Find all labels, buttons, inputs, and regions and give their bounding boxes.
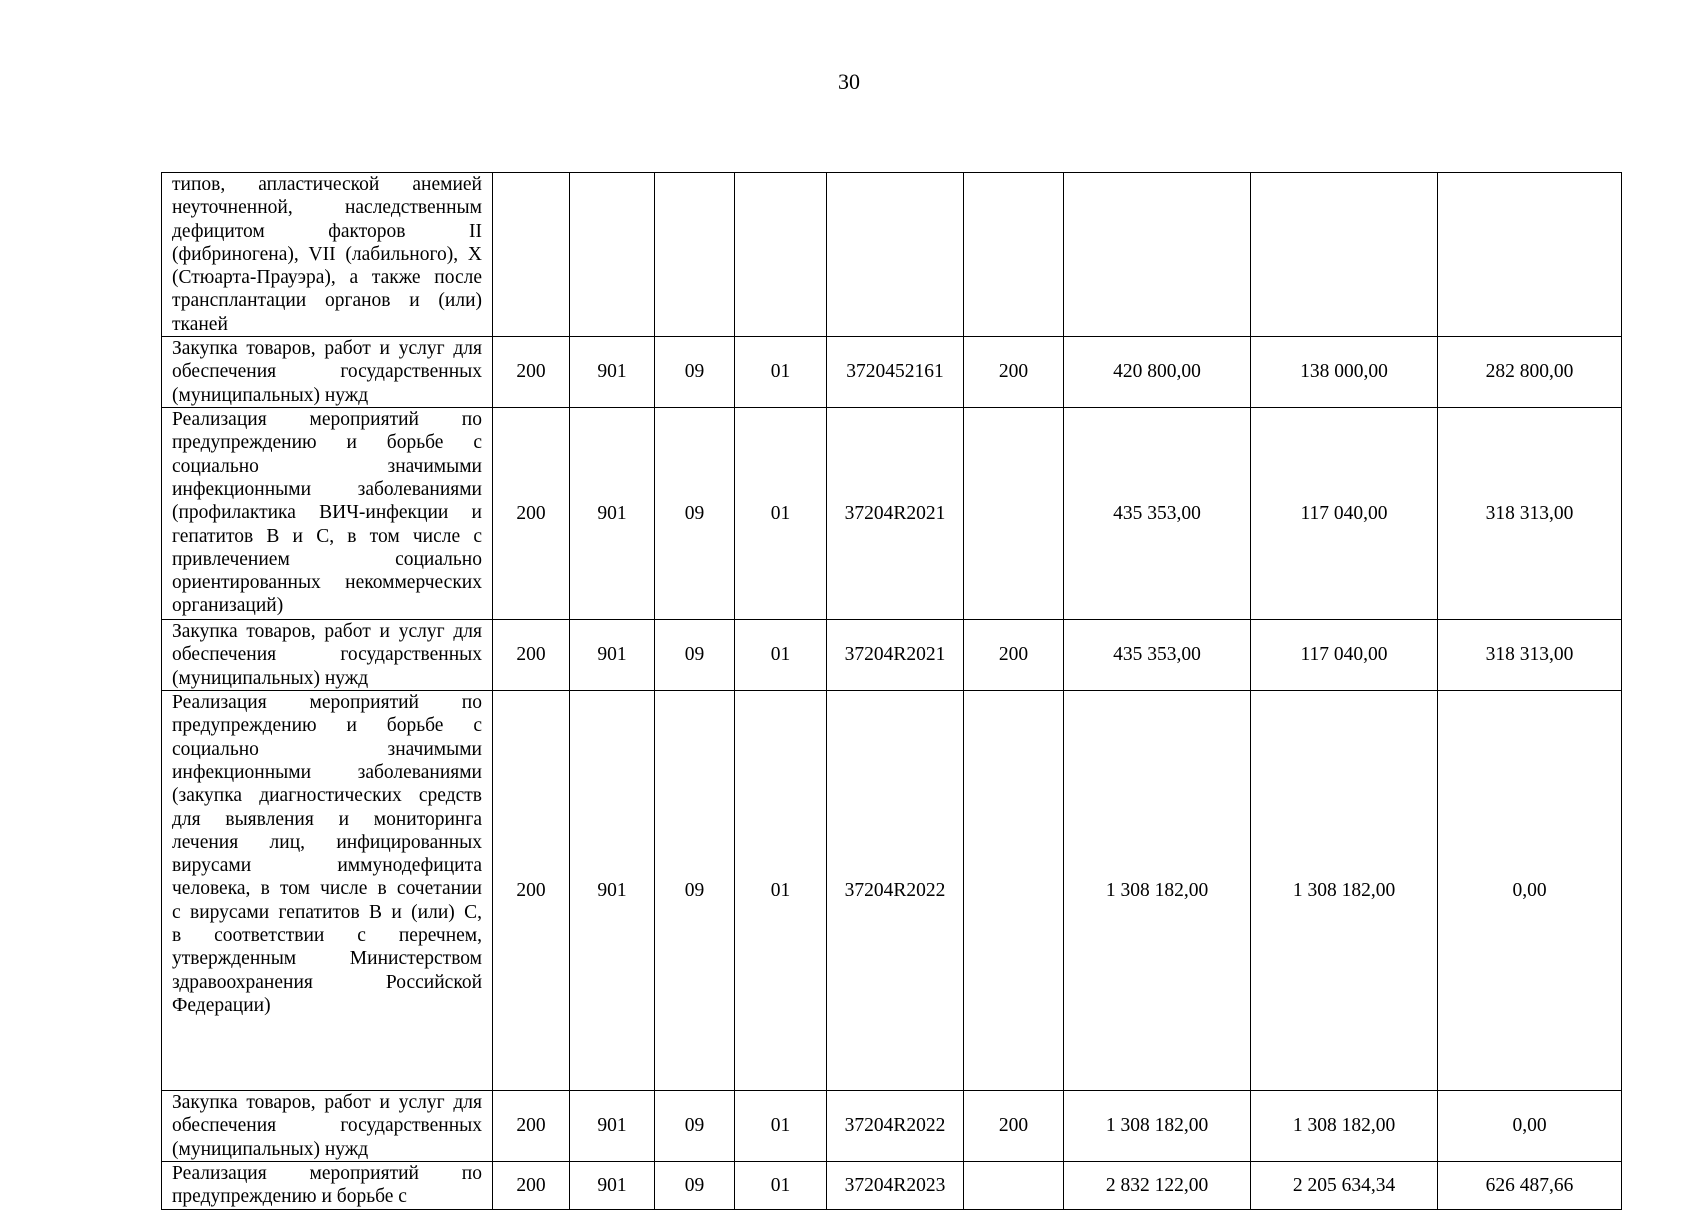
description-line: Федерации)	[172, 994, 271, 1016]
table-row	[162, 1091, 1622, 1162]
description-line: организаций)	[172, 595, 284, 617]
description-line: Закупка товаров, работ и услуг для	[172, 621, 482, 643]
amount-executed-cell: 2 205 634,34	[1251, 1162, 1438, 1210]
table-row	[162, 408, 1622, 620]
description-line: лечения лиц, инфицированных	[172, 831, 482, 853]
row-description	[162, 691, 493, 1091]
amount-planned-cell: 435 353,00	[1064, 620, 1251, 691]
expense-type-cell	[964, 691, 1064, 1091]
description-line: инфекционными заболеваниями	[172, 478, 482, 500]
section-code-cell: 200	[493, 691, 570, 1091]
description-line: вирусами иммунодефицита	[172, 855, 482, 877]
description-line: (Стюарта-Прауэра), а также после	[172, 267, 482, 289]
table-row	[162, 337, 1622, 408]
description-line: предупреждению и борьбе с	[172, 1186, 407, 1208]
description-line: (муниципальных) нужд	[172, 667, 369, 689]
subsection-code-cell: 01	[735, 337, 827, 408]
target-article-cell: 3720452161	[827, 337, 964, 408]
amount-executed-cell: 117 040,00	[1251, 620, 1438, 691]
chapter-code-cell: 09	[655, 1162, 735, 1210]
description-line: социально значимыми	[172, 455, 482, 477]
expense-type-cell: 200	[964, 620, 1064, 691]
description-line: (закупка диагностических средств	[172, 785, 482, 807]
amount-remaining-cell: 282 800,00	[1438, 337, 1622, 408]
description-line: здравоохранения Российской	[172, 971, 482, 993]
ministry-code-cell: 901	[570, 408, 655, 620]
chapter-code-cell: 09	[655, 408, 735, 620]
budget-table	[161, 172, 1622, 1210]
description-line: Закупка товаров, работ и услуг для	[172, 338, 482, 360]
row-description	[162, 1162, 493, 1210]
description-line: предупреждению и борьбе с	[172, 715, 482, 737]
description-line: (муниципальных) нужд	[172, 1138, 369, 1160]
description-line: трансплантации органов и (или)	[172, 290, 482, 312]
target-article-cell: 37204R2022	[827, 1091, 964, 1162]
description-line: тканей	[172, 313, 228, 335]
ministry-code-cell: 901	[570, 691, 655, 1091]
description-line: для выявления и мониторинга	[172, 808, 482, 830]
amount-remaining-cell: 0,00	[1438, 1091, 1622, 1162]
description-line: обеспечения государственных	[172, 361, 482, 383]
expense-type-cell	[964, 173, 1064, 337]
description-line: ориентированных некоммерческих	[172, 572, 482, 594]
description-line: утвержденным Министерством	[172, 948, 482, 970]
expense-type-cell: 200	[964, 1091, 1064, 1162]
expense-type-cell	[964, 408, 1064, 620]
description-line: обеспечения государственных	[172, 644, 482, 666]
chapter-code-cell: 09	[655, 1091, 735, 1162]
row-description	[162, 620, 493, 691]
ministry-code-cell	[570, 173, 655, 337]
table-row	[162, 691, 1622, 1091]
subsection-code-cell: 01	[735, 620, 827, 691]
subsection-code-cell: 01	[735, 1162, 827, 1210]
subsection-code-cell	[735, 173, 827, 337]
amount-executed-cell: 1 308 182,00	[1251, 1091, 1438, 1162]
row-description	[162, 408, 493, 620]
table-row	[162, 1162, 1622, 1210]
table-row	[162, 620, 1622, 691]
description-line: (фибриногена), VII (лабильного), X	[172, 243, 482, 265]
subsection-code-cell: 01	[735, 1091, 827, 1162]
chapter-code-cell	[655, 173, 735, 337]
amount-remaining-cell: 626 487,66	[1438, 1162, 1622, 1210]
expense-type-cell: 200	[964, 337, 1064, 408]
subsection-code-cell: 01	[735, 691, 827, 1091]
amount-executed-cell	[1251, 173, 1438, 337]
table-row	[162, 173, 1622, 337]
description-line: привлечением социально	[172, 548, 482, 570]
row-description	[162, 1091, 493, 1162]
amount-remaining-cell	[1438, 173, 1622, 337]
amount-remaining-cell: 318 313,00	[1438, 408, 1622, 620]
amount-planned-cell: 435 353,00	[1064, 408, 1251, 620]
amount-planned-cell: 1 308 182,00	[1064, 1091, 1251, 1162]
target-article-cell: 37204R2021	[827, 620, 964, 691]
description-line: неуточненной, наследственным	[172, 197, 482, 219]
amount-planned-cell	[1064, 173, 1251, 337]
description-line: обеспечения государственных	[172, 1115, 482, 1137]
description-line: с вирусами гепатитов B и (или) C,	[172, 901, 482, 923]
description-line: инфекционными заболеваниями	[172, 761, 482, 783]
description-line: типов, апластической анемией	[172, 174, 482, 195]
description-line: человека, в том числе в сочетании	[172, 878, 482, 900]
description-line: Закупка товаров, работ и услуг для	[172, 1092, 482, 1114]
description-line: в соответствии с перечнем,	[172, 925, 482, 947]
description-line: (профилактика ВИЧ-инфекции и	[172, 502, 482, 524]
ministry-code-cell: 901	[570, 337, 655, 408]
description-line: (муниципальных) нужд	[172, 384, 369, 406]
chapter-code-cell: 09	[655, 691, 735, 1091]
section-code-cell: 200	[493, 1162, 570, 1210]
expense-type-cell	[964, 1162, 1064, 1210]
target-article-cell: 37204R2022	[827, 691, 964, 1091]
target-article-cell	[827, 173, 964, 337]
description-line: предупреждению и борьбе с	[172, 432, 482, 454]
amount-executed-cell: 1 308 182,00	[1251, 691, 1438, 1091]
ministry-code-cell: 901	[570, 1162, 655, 1210]
amount-planned-cell: 2 832 122,00	[1064, 1162, 1251, 1210]
amount-executed-cell: 117 040,00	[1251, 408, 1438, 620]
target-article-cell: 37204R2021	[827, 408, 964, 620]
description-line: дефицитом факторов II	[172, 220, 482, 242]
description-line: гепатитов B и C, в том числе с	[172, 525, 482, 547]
chapter-code-cell: 09	[655, 620, 735, 691]
description-line: Реализация мероприятий по	[172, 692, 482, 714]
target-article-cell: 37204R2023	[827, 1162, 964, 1210]
section-code-cell	[493, 173, 570, 337]
section-code-cell: 200	[493, 620, 570, 691]
ministry-code-cell: 901	[570, 620, 655, 691]
amount-planned-cell: 1 308 182,00	[1064, 691, 1251, 1091]
page-number: 30	[838, 69, 860, 94]
table-body	[162, 173, 1622, 1210]
description-line: социально значимыми	[172, 738, 482, 760]
row-description	[162, 337, 493, 408]
amount-remaining-cell: 0,00	[1438, 691, 1622, 1091]
row-description	[162, 173, 493, 337]
section-code-cell: 200	[493, 337, 570, 408]
section-code-cell: 200	[493, 408, 570, 620]
subsection-code-cell: 01	[735, 408, 827, 620]
amount-executed-cell: 138 000,00	[1251, 337, 1438, 408]
description-line: Реализация мероприятий по	[172, 1163, 482, 1185]
description-line: Реализация мероприятий по	[172, 409, 482, 431]
section-code-cell: 200	[493, 1091, 570, 1162]
chapter-code-cell: 09	[655, 337, 735, 408]
amount-remaining-cell: 318 313,00	[1438, 620, 1622, 691]
amount-planned-cell: 420 800,00	[1064, 337, 1251, 408]
ministry-code-cell: 901	[570, 1091, 655, 1162]
